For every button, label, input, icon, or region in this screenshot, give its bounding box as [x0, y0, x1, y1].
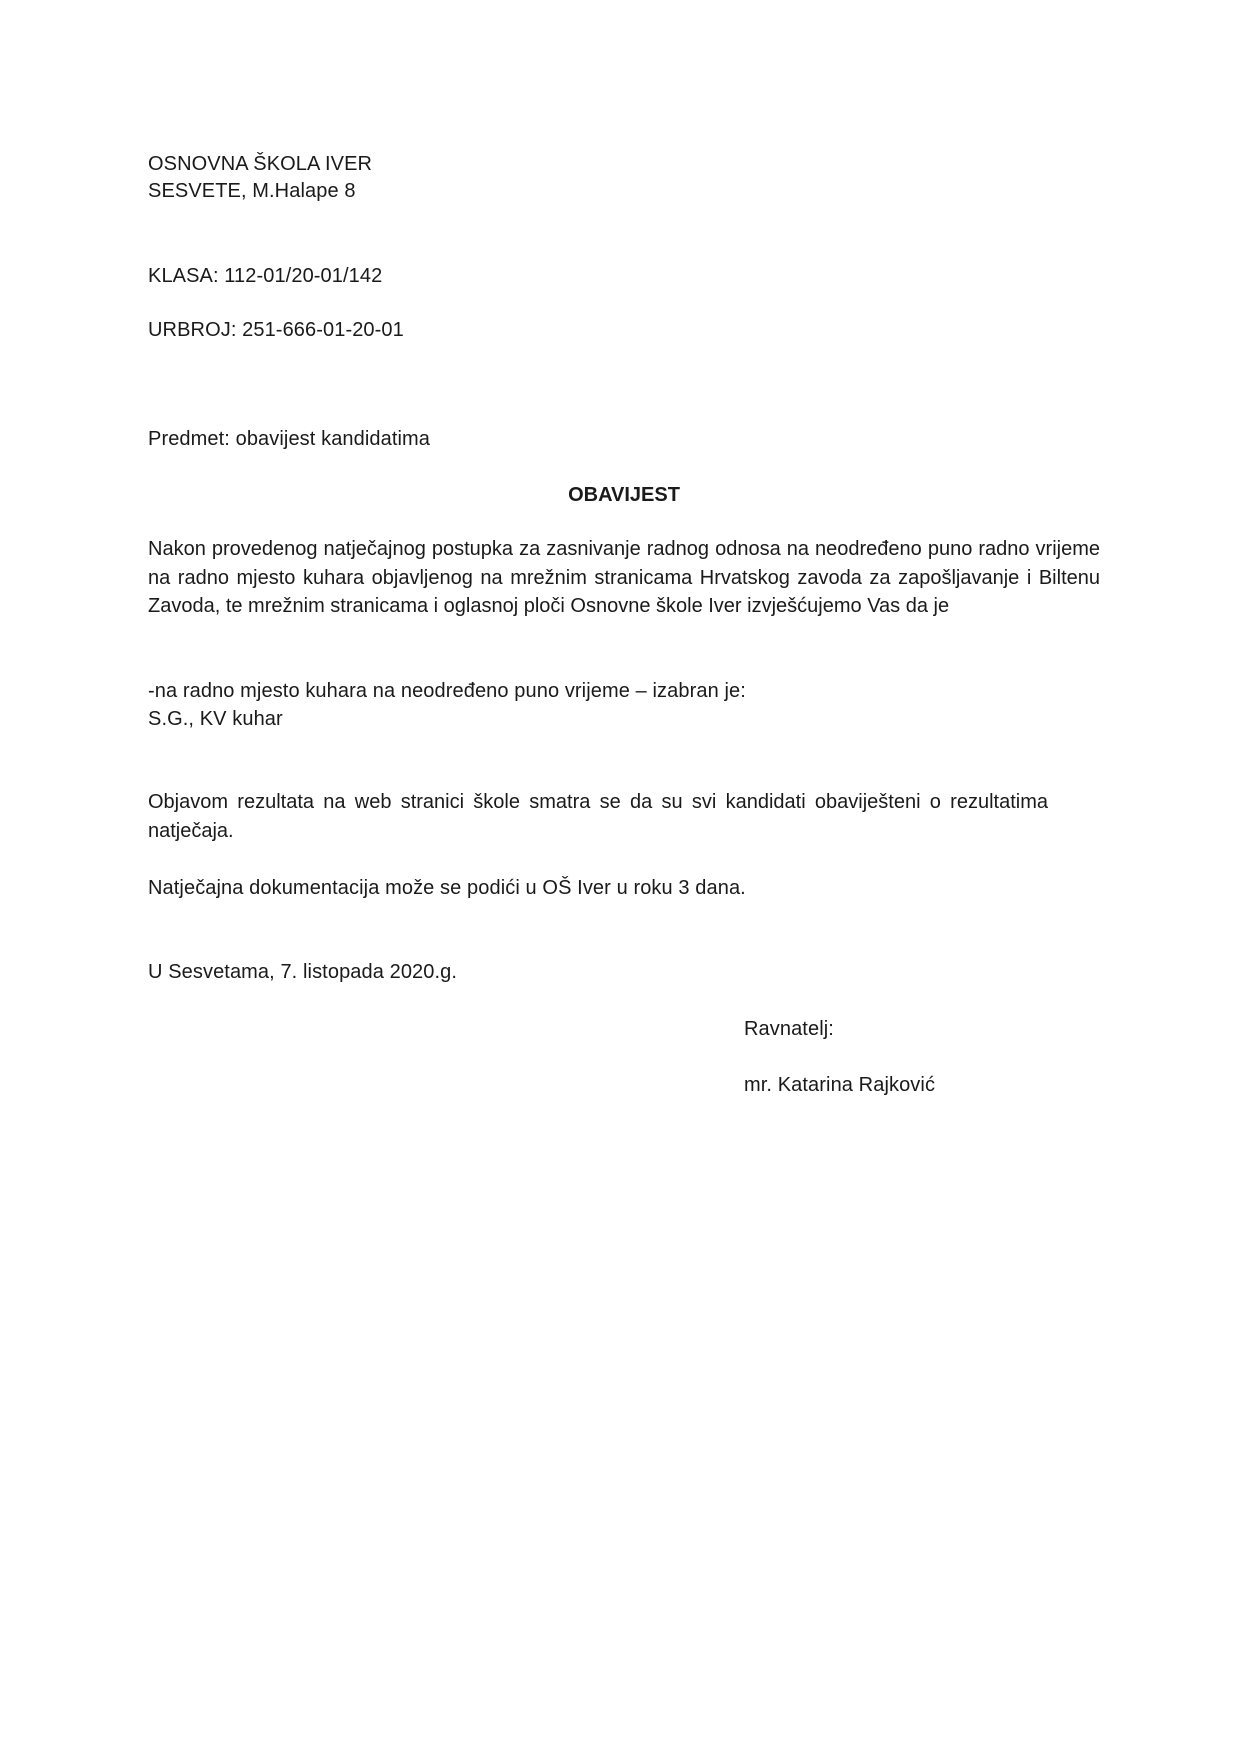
results-notice: Objavom rezultata na web stranici škole smatra se da su svi kandidati obaviješteni o rezultatima natječaja. [148, 791, 1048, 842]
school-name: OSNOVNA ŠKOLA IVER [148, 153, 373, 175]
school-address: SESVETE, M.Halape 8 [148, 180, 356, 202]
place-and-date: U Sesvetama, 7. listopada 2020.g. [148, 961, 458, 983]
selected-candidate: S.G., KV kuhar [148, 708, 283, 730]
klasa-reference: KLASA: 112-01/20-01/142 [148, 265, 383, 287]
document-title: OBAVIJEST [568, 484, 680, 506]
subject-line: Predmet: obavijest kandidatima [148, 428, 431, 450]
signature-role: Ravnatelj: [744, 1018, 834, 1040]
urbroj-reference: URBROJ: 251-666-01-20-01 [148, 319, 404, 341]
position-line: -na radno mjesto kuhara na neodređeno puno vrijeme – izabran je: [148, 680, 746, 702]
signature-name: mr. Katarina Rajković [744, 1074, 936, 1096]
intro-paragraph: Nakon provedenog natječajnog postupka za zasnivanje radnog odnosa na neodređeno puno radno vrijeme na radno mjesto kuhara objavljenog na mrežnim stranicama Hrvatskog zavoda za zapošljavanje i Biltenu Zavoda, te mrežnim stranicama i oglasnoj ploči Osnovne škole Iver izvješćujemo Vas da je [148, 538, 1100, 617]
documentation-notice: Natječajna dokumentacija može se podići u OŠ Iver u roku 3 dana. [148, 877, 746, 899]
